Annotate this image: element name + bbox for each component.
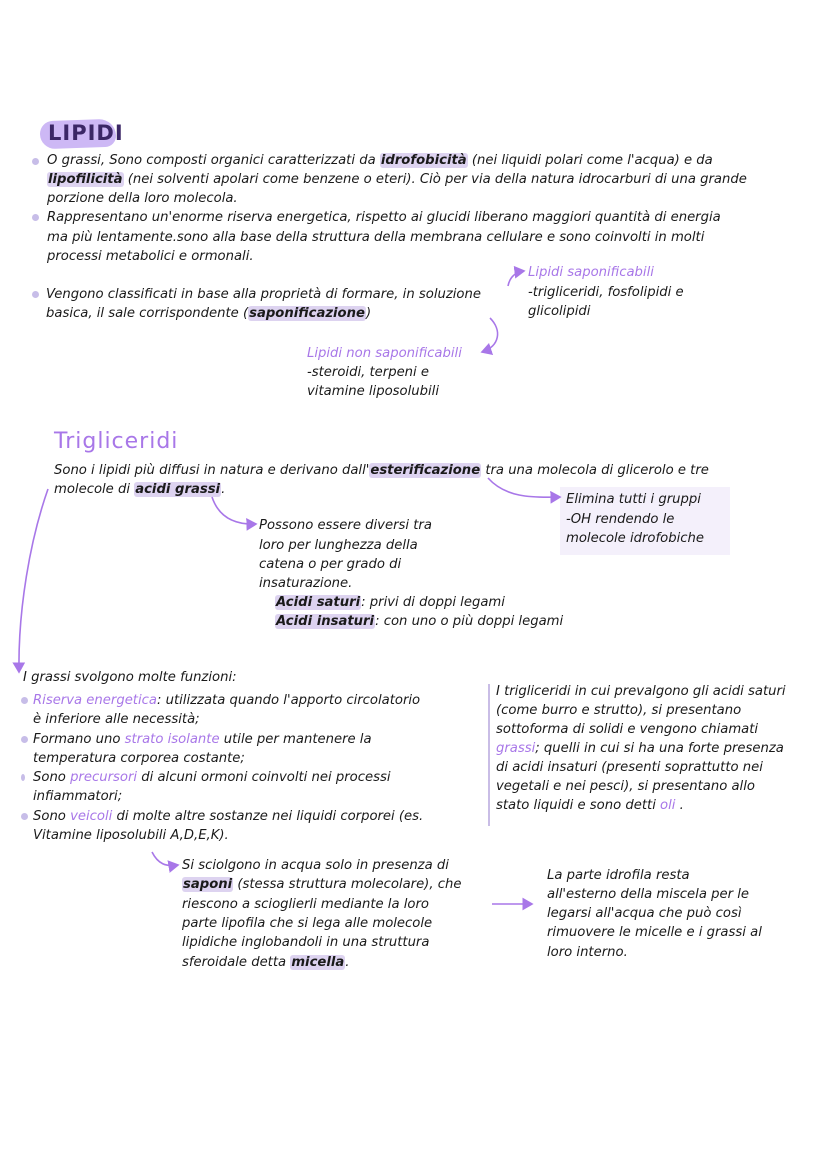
side-line-3: sottoforma di solidi e vengono chiamati	[496, 722, 759, 737]
arrow-to-saponi	[152, 852, 178, 866]
intro-bullet-2-line-3: processi metabolici e ormonali.	[47, 249, 254, 264]
funzione-2-line-2: temperatura corporea costante;	[33, 751, 245, 766]
box-line-1: Elimina tutti i gruppi	[566, 492, 701, 507]
funzioni-heading: I grassi svolgono molte funzioni:	[23, 670, 237, 685]
arrow-to-funzioni	[19, 489, 48, 672]
intro-bullet-1-line-3: porzione della loro molecola.	[47, 191, 238, 206]
funzione-1-line-1: Riserva energetica: utilizzata quando l'apporto circolatorio	[33, 693, 421, 708]
intro-bullet-3-line-2: basica, il sale corrispondente (saponificazione)	[46, 306, 372, 321]
box-line-2: -OH rendendo le	[566, 512, 675, 527]
intro-bullet-2-line-2: ma più lentamente.sono alla base della struttura della membrana cellulare e sono coinvolti in molti	[47, 230, 705, 245]
funzione-1-line-2: è inferiore alle necessità;	[33, 712, 200, 727]
funzione-2-line-1: Formano uno strato isolante utile per mantenere la	[33, 732, 372, 747]
funzione-4-line-2: Vitamine liposolubili A,D,E,K).	[33, 828, 229, 843]
intro-bullet-3-line-1: Vengono classificati in base alla proprietà di formare, in soluzione	[46, 287, 481, 302]
saponi-line-4: parte lipofila che si lega alle molecole	[182, 916, 433, 931]
idrofila-line-5: loro interno.	[547, 945, 628, 960]
side-line-6: vegetali e nei pesci), si presentano allo	[496, 779, 755, 794]
non-saponificabili-label: Lipidi non saponificabili	[307, 346, 462, 361]
trigliceridi-line-1: Sono i lipidi più diffusi in natura e derivano dall'esterificazione tra una molecola di glicerolo e tre	[54, 463, 709, 478]
diversi-line-3: catena o per grado di	[259, 557, 402, 572]
non-saponificabili-line-2: vitamine liposolubili	[307, 384, 439, 399]
side-line-1: I trigliceridi in cui prevalgono gli acidi saturi	[496, 684, 786, 699]
funzione-4-line-1: Sono veicoli di molte altre sostanze nei liquidi corporei (es.	[33, 809, 424, 824]
arrow-to-box	[488, 478, 560, 497]
diversi-line-4: insaturazione.	[259, 576, 353, 591]
idrofila-line-2: all'esterno della miscela per le	[547, 887, 749, 902]
page-title: LIPIDI	[48, 121, 124, 145]
saponificabili-label: Lipidi saponificabili	[528, 265, 654, 280]
saponi-line-5: lipidiche inglobandoli in una struttura	[182, 935, 430, 950]
side-line-7: stato liquidi e sono detti oli .	[496, 798, 684, 813]
box-line-3: molecole idrofobiche	[566, 531, 704, 546]
non-saponificabili-line-1: -steroidi, terpeni e	[307, 365, 430, 380]
intro-bullet-2-line-1: Rappresentano un'enorme riserva energetica, rispetto ai glucidi liberano maggiori quantità di energia	[47, 210, 721, 225]
acidi-insaturi: Acidi insaturi: con uno o più doppi legami	[276, 614, 564, 629]
diversi-line-1: Possono essere diversi tra	[259, 518, 432, 533]
arrow-to-saponificabili	[508, 271, 524, 286]
funzione-3-line-2: infiammatori;	[33, 789, 123, 804]
side-line-4: grassi; quelli in cui si ha una forte presenza	[496, 741, 784, 756]
arrow-to-non-saponificabili	[482, 318, 498, 352]
saponificabili-line-1: -trigliceridi, fosfolipidi e	[528, 285, 684, 300]
intro-bullet-1-line-2: lipofilicità (nei solventi apolari come benzene o eteri). Ciò per via della natura idrocarburi di una grande	[48, 172, 747, 187]
funzione-3-line-1: Sono precursori di alcuni ormoni coinvolti nei processi	[33, 770, 391, 785]
section-title-trigliceridi: Trigliceridi	[54, 429, 179, 454]
saponi-line-2: saponi (stessa struttura molecolare), che	[183, 877, 462, 892]
acidi-saturi: Acidi saturi: privi di doppi legami	[276, 595, 505, 610]
saponi-line-1: Si sciolgono in acqua solo in presenza di	[182, 858, 449, 873]
saponi-line-3: riescono a scioglierli mediante la loro	[182, 897, 429, 912]
arrow-to-diversi	[212, 497, 256, 524]
diversi-line-2: loro per lunghezza della	[259, 538, 418, 553]
intro-bullet-1-line-1: O grassi, Sono composti organici caratterizzati da idrofobicità (nei liquidi polari come l'acqua) e da	[47, 153, 713, 168]
side-line-5: di acidi insaturi (presenti soprattutto nei	[496, 760, 763, 775]
side-line-2: (come burro e strutto), si presentano	[496, 703, 742, 718]
saponi-line-6: sferoidale detta micella.	[182, 955, 350, 970]
saponificabili-line-2: glicolipidi	[528, 304, 591, 319]
trigliceridi-line-2: molecole di acidi grassi.	[54, 482, 226, 497]
idrofila-line-4: rimuovere le micelle e i grassi al	[547, 925, 762, 940]
idrofila-line-1: La parte idrofila resta	[547, 868, 690, 883]
idrofila-line-3: legarsi all'acqua che può così	[547, 906, 742, 921]
